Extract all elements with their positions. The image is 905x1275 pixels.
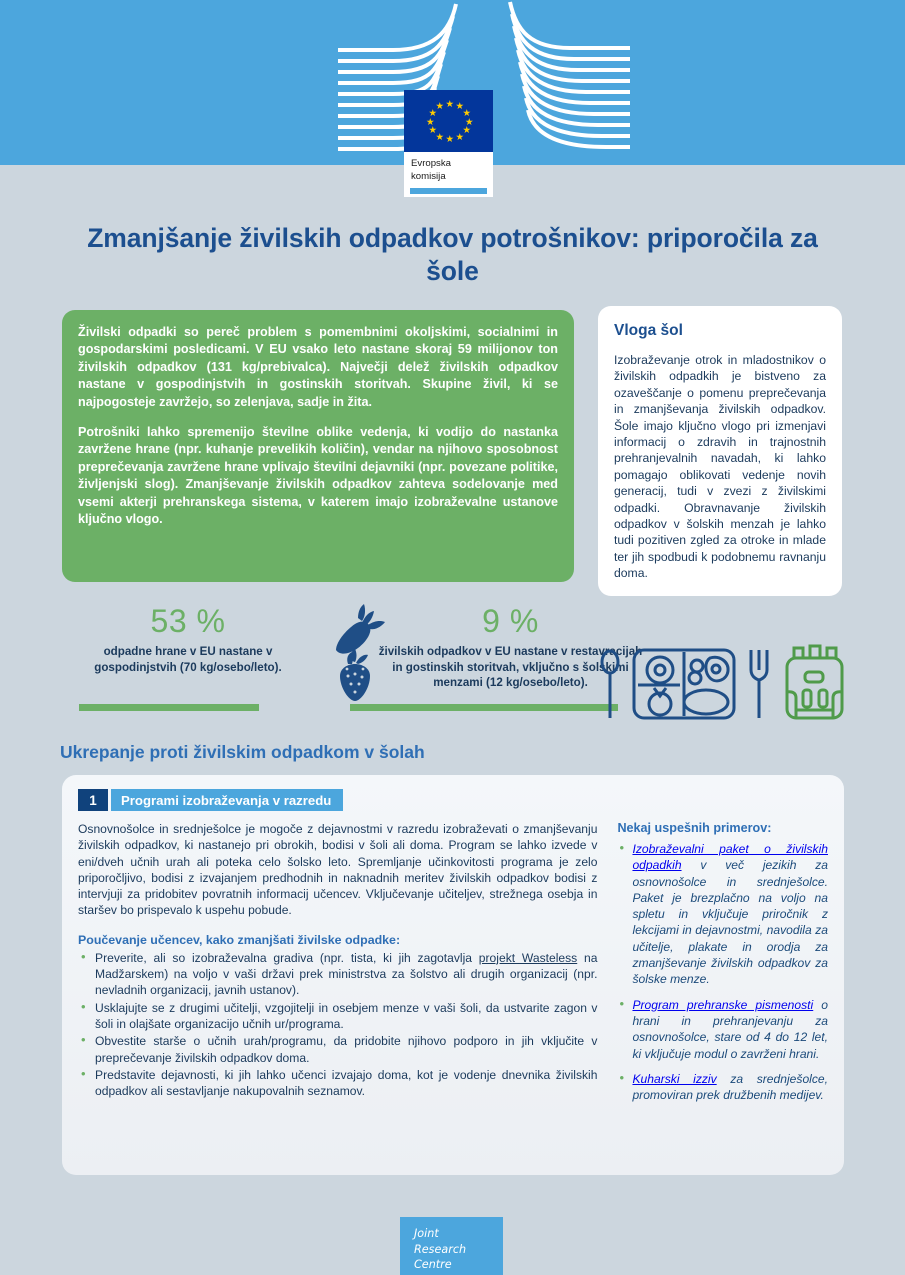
ec-caption-line1: Evropska bbox=[411, 158, 451, 169]
food-and-school-icons-group bbox=[598, 640, 846, 730]
carrot-icon bbox=[336, 604, 385, 654]
intro-green-box bbox=[62, 310, 574, 582]
eu-star: ★ bbox=[455, 101, 465, 112]
european-commission-logo bbox=[404, 90, 493, 197]
eu-star: ★ bbox=[435, 101, 445, 112]
list-item bbox=[78, 950, 597, 999]
step-header-row bbox=[78, 789, 828, 811]
examples-list bbox=[617, 841, 828, 1103]
eu-star: ★ bbox=[455, 131, 465, 143]
section-heading: Ukrepanje proti živilskim odpadkom v šolah bbox=[60, 742, 425, 762]
stat-block-household bbox=[78, 602, 298, 675]
ec-logo-caption bbox=[404, 152, 493, 188]
jrc-line-1: Joint bbox=[414, 1227, 439, 1240]
eu-star: ★ bbox=[428, 125, 438, 136]
statistics-section bbox=[60, 598, 643, 718]
jrc-line-3: Centre bbox=[414, 1258, 452, 1271]
side-card-heading: Vloga šol bbox=[614, 322, 683, 339]
side-card-body: Izobraževanje otrok in mladostnikov o živilskih odpadkih je bistveno za ozaveščanje o pomenu preprečevanja in zmanjševanja živilskih odpadkov. Šole imajo ključno vlogo pri izmenjavi informacij o zdravih in trajnostnih prehranjevalnih navadah, ki lahko pomagajo oblikovati vedenje novih generacij, tudi v zvezi z živilskimi odpadki. Obravnavanje živilskih odpadkov v šolskih menzah je lahko tudi pozitiven zgled za otroke in mlade ter jih spodbudi k podobnemu ravnanju doma. bbox=[614, 353, 826, 581]
list-item bbox=[617, 1071, 828, 1104]
fork-icon bbox=[751, 650, 767, 718]
wasteless-project-link[interactable]: projekt Wasteless bbox=[478, 950, 578, 965]
example-text: o hrani in prehranjevanju za osnovnošolce, stare od 4 do 12 let, ki vključuje modul o zavrženi hrani. bbox=[632, 997, 829, 1061]
eu-star: ★ bbox=[462, 125, 472, 136]
eu-star: ★ bbox=[462, 108, 472, 119]
education-package-link[interactable]: Izobraževalni paket o živilskih odpadkih bbox=[632, 842, 828, 873]
eu-star: ★ bbox=[445, 134, 455, 145]
eu-star: ★ bbox=[426, 116, 435, 128]
intro-paragraph-2: Potrošniki lahko spremenijo številne oblike vedenja, ki vodijo do nastanka zavržene hrane (npr. kuhanje prevelikih količin), vendar na njihovo sposobnost preprečevanja zavržene hrane vplivajo številni dejavniki (npr. povezane politike, življenjski slog). Zmanjševanje živilskih odpadkov zahteva sodelovanje med vsemi akterji prehranskega sistema, v katerem imajo izobraževalne ustanove ključno vlogo. bbox=[78, 425, 558, 527]
stat-underline-bar bbox=[79, 704, 259, 711]
stat-description: živilskih odpadkov v EU nastane v restavracijah in gostinskih storitvah, vključno s šolskimi menzami (12 kg/osebo/leto). bbox=[378, 645, 643, 689]
backpack-icon bbox=[787, 646, 842, 718]
stat-description: odpadne hrane v EU nastane v gospodinjstvih (70 kg/osebo/leto). bbox=[94, 645, 282, 674]
list-item: • Usklajujte se z drugimi učitelji, vzgojitelji in osebjem menze v vaši šoli, da ustvarite zagon v šoli in olajšate organizacijo učnih ur/programa. bbox=[78, 1000, 597, 1033]
stat-percent: 9 % bbox=[482, 603, 539, 639]
left-column bbox=[78, 821, 597, 1112]
eu-star: ★ bbox=[428, 108, 438, 119]
step-number-badge: 1 bbox=[78, 789, 108, 811]
eu-flag-icon bbox=[404, 90, 493, 152]
ec-caption-line2: komisija bbox=[411, 170, 446, 182]
list-item: • Obvestite starše o učnih urah/programu, da pridobite njihovo podporo in jih vključite v preprečevanje živilskih odpadkov doma. bbox=[78, 1033, 597, 1066]
step-body-text: Osnovnošolce in srednješolce je mogoče z dejavnostmi v razredu izobraževati o zmanjševanju živilskih odpadkov, ki nastanejo pri obrokih, bodisi v šoli ali doma. Program se lahko izvede v eni/dveh učnih urah ali poteka celo šolsko leto. Spremljanje učinkovitosti programa je zelo priporočljivo, bodisi z izvajanjem predhodnih in naknadnih meritev živilskih odpadkov bodisi z intervjuji za pridobitev povratnih informacij učencev. Vključevanje učiteljev, strežnega osebja in staršev bo prispevalo k uspehu pobude. bbox=[78, 822, 598, 918]
examples-heading: Nekaj uspešnih primerov: bbox=[617, 821, 772, 835]
page-title: Zmanjšanje živilskih odpadkov potrošnikov: priporočila za šole bbox=[87, 223, 818, 286]
bullet-text-after: na Madžarskem) na voljo v vaši državi prek ministrstva za šolstvo ali drugih organizacij (npr. nevladnih organizacij, javnih ustanov). bbox=[95, 950, 598, 998]
two-column-layout bbox=[78, 821, 828, 1112]
food-literacy-program-link[interactable]: Program prehranske pismenosti bbox=[632, 997, 814, 1012]
actions-content-card bbox=[62, 775, 844, 1175]
stat-underline-bar bbox=[350, 704, 618, 711]
vegetable-icons-group bbox=[328, 604, 398, 704]
list-item: • Predstavite dejavnosti, ki jih lahko učenci izvajajo doma, kot je vodenje dnevnika živilskih odpadkov ali sestavljanje nakupovalnih seznamov. bbox=[78, 1067, 597, 1100]
eu-star: ★ bbox=[445, 99, 455, 110]
teaching-bullet-list bbox=[78, 950, 597, 1100]
ec-logo-underbar bbox=[410, 188, 487, 194]
right-column-examples bbox=[617, 821, 828, 1112]
jrc-line-2: Research bbox=[414, 1242, 467, 1256]
list-item bbox=[617, 841, 828, 988]
lunch-tray-icon bbox=[634, 650, 734, 718]
stat-percent: 53 % bbox=[150, 603, 226, 639]
spoon-icon bbox=[602, 651, 618, 718]
cooking-challenge-link[interactable]: Kuharski izziv bbox=[632, 1071, 717, 1086]
example-text: v več jezikih za osnovnošolce in srednješolce. Paket je brezplačno na voljo na spletu in vključuje priročnik z lekcijami in dejavnostmi, navodila za učitelje, plakate in orodja za zmanjševanje živilskih odpadkov za šolske menze. bbox=[632, 858, 828, 987]
eu-star: ★ bbox=[465, 116, 474, 128]
teaching-sub-heading: Poučevanje učencev, kako zmanjšati živilske odpadke: bbox=[78, 932, 401, 947]
eu-star: ★ bbox=[435, 131, 445, 143]
ec-arc-right-decoration bbox=[500, 0, 630, 165]
bullet-text-before: Preverite, ali so izobraževalna gradiva (npr. tista, ki jih zagotavlja bbox=[95, 950, 479, 965]
joint-research-centre-logo bbox=[400, 1217, 503, 1275]
role-of-schools-card bbox=[598, 306, 842, 596]
list-item bbox=[617, 997, 828, 1062]
intro-paragraph-1: Živilski odpadki so pereč problem s pomembnimi okoljskimi, socialnimi in gospodarskimi posledicami. V EU vsako leto nastane skoraj 59 milijonov ton živilskih odpadkov (131 kg/prebivalca). Največji delež živilskih odpadkov nastane v gospodinjstvih in gostinskih storitvah. Skupine živil, ki se najpogosteje zavržejo, so zelenjava, sadje in žita. bbox=[78, 325, 558, 409]
example-text: za srednješolce, promoviran prek družbenih medijev. bbox=[632, 1071, 828, 1103]
step-title-label: Programi izobraževanja v razredu bbox=[111, 789, 343, 811]
